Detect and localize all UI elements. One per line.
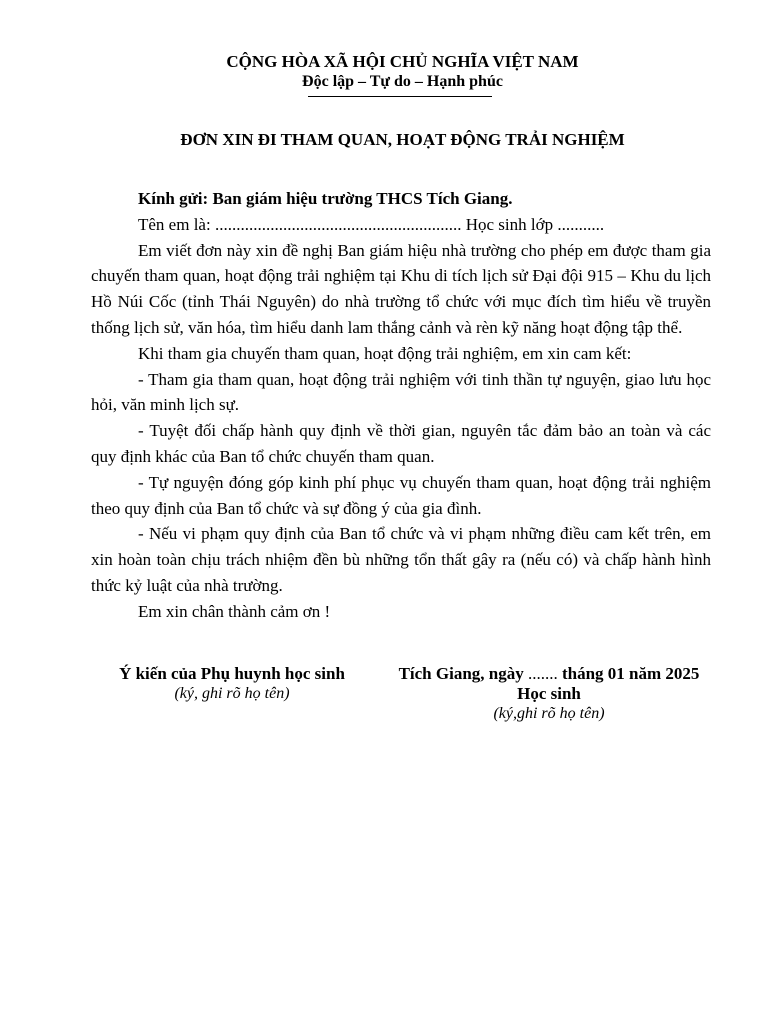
national-header <box>0 52 768 97</box>
student-label: Học sinh <box>517 684 581 703</box>
commitment-item: - Tham gia tham quan, hoạt động trải nghiệm với tinh thần tự nguyện, giao lưu học hỏi, văn minh lịch sự. <box>91 369 711 415</box>
recipient-text: Kính gửi: Ban giám hiệu trường THCS Tích Giang. <box>138 189 513 208</box>
name-line: Tên em là: .......................................................... Học sinh lớp ........... <box>138 214 605 234</box>
national-motto: Độc lập – Tự do – Hạnh phúc <box>302 73 503 90</box>
recipient-line <box>91 186 711 212</box>
date-day-blank: ....... <box>527 664 558 683</box>
letter-body <box>91 186 711 625</box>
parent-label: Ý kiến của Phụ huynh học sinh <box>119 664 345 683</box>
commitment-item: - Nếu vi phạm quy định của Ban tổ chức và vi phạm những điều cam kết trên, em xin hoàn toàn chịu trách nhiệm đền bù những tổn thất gây ra (nếu có) và chấp hành hình thức kỷ luật của nhà trường. <box>91 524 711 595</box>
commitment-item: - Tuyệt đối chấp hành quy định về thời gian, nguyên tắc đảm bảo an toàn và các quy định khác của Ban tổ chức chuyến tham quan. <box>91 421 711 466</box>
date-line <box>384 664 714 684</box>
date-prefix: Tích Giang, ngày <box>398 664 524 683</box>
header-underline <box>308 96 492 97</box>
parent-note: (ký, ghi rõ họ tên) <box>174 685 290 702</box>
parent-signature-block <box>96 664 368 704</box>
commitment-item: - Tự nguyện đóng góp kinh phí phục vụ chuyến tham quan, hoạt động trải nghiệm theo quy định của Ban tổ chức và sự đồng ý của gia đình. <box>91 472 711 518</box>
closing-thanks: Em xin chân thành cảm ơn ! <box>138 601 331 621</box>
date-suffix: tháng 01 năm 2025 <box>561 664 700 683</box>
paragraph: Em viết đơn này xin đề nghị Ban giám hiệu nhà trường cho phép em được tham gia chuyến tham quan, hoạt động trải nghiệm tại Khu di tích lịch sử Đại đội 915 – Khu du lịch Hồ Núi Cốc (tỉnh Thái Nguyên) do nhà trường tổ chức với mục đích tìm hiểu về truyền thống lịch sử, văn hóa, tìm hiểu danh lam thắng cảnh và rèn kỹ năng hoạt động tập thể. <box>91 240 711 337</box>
student-note: (ký,ghi rõ họ tên) <box>493 705 605 722</box>
student-signature-block <box>384 664 714 724</box>
paragraph: Khi tham gia chuyến tham quan, hoạt động trải nghiệm, em xin cam kết: <box>138 343 632 363</box>
document-title: ĐƠN XIN ĐI THAM QUAN, HOẠT ĐỘNG TRẢI NGHIỆM <box>180 130 625 149</box>
country-name: CỘNG HÒA XÃ HỘI CHỦ NGHĨA VIỆT NAM <box>226 52 579 71</box>
